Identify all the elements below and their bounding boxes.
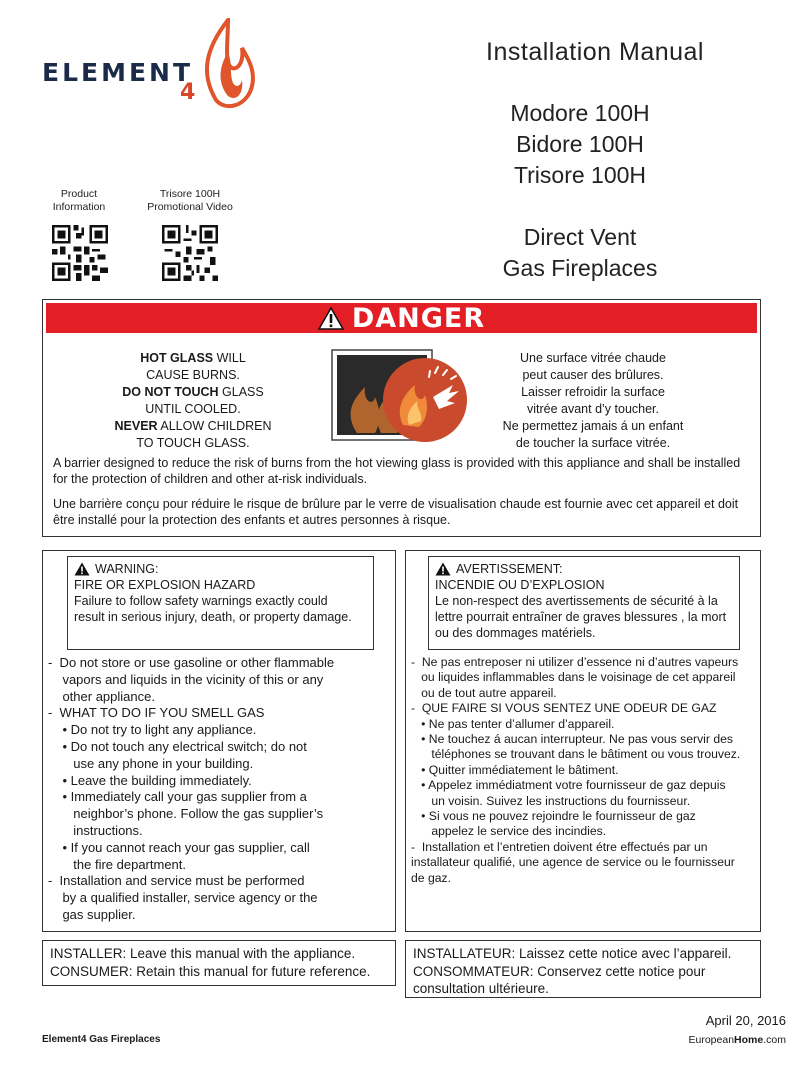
- danger-paragraph-en: A barrier designed to reduce the risk of burns from the hot viewing glass is provided with this appliance and shall be installed for the protection of children and other at-risk individuals.: [53, 456, 741, 486]
- list-item: • Do not try to light any appliance.: [48, 722, 257, 738]
- list-item: • Appelez immédiatment votre fournisseur de gaz depuis: [411, 778, 726, 793]
- danger-banner: [46, 303, 757, 333]
- model-name: Bidore 100H: [516, 131, 644, 157]
- qr-label-video: [140, 188, 240, 214]
- list-item: instructions.: [48, 822, 143, 838]
- list-item: - WHAT TO DO IF YOU SMELL GAS: [48, 705, 265, 721]
- danger-text: CAUSE BURNS.: [146, 368, 240, 382]
- list-item: • Immediately call your gas supplier from a: [48, 789, 307, 805]
- list-item: the fire department.: [48, 856, 187, 872]
- brand-logo-number: 4: [180, 80, 196, 105]
- danger-text: TO TOUCH GLASS.: [136, 436, 250, 450]
- list-item: un voisin. Suivez les instructions du fournisseur.: [411, 793, 691, 808]
- danger-heading: DANGER: [351, 302, 486, 334]
- model-name: Trisore 100H: [513, 162, 647, 188]
- list-item: - Installation and service must be performed: [48, 873, 305, 889]
- list-item: use any phone in your building.: [48, 755, 254, 771]
- hot-glass-pictogram-icon: [331, 345, 471, 443]
- danger-text-fr: peut causer des brûlures.: [522, 368, 664, 382]
- qr-label-product: [38, 188, 120, 214]
- brand-logo-text: ELEMENT: [42, 58, 194, 87]
- list-item: ou de tout autre appareil.: [411, 685, 557, 700]
- notice-line: INSTALLER: Leave this manual with the appliance.: [50, 946, 356, 961]
- publication-date: April 20, 2016: [705, 1013, 786, 1028]
- warning-text: INCENDIE OU D’EXPLOSION: [435, 578, 605, 592]
- subtitle-line: Direct Vent: [523, 224, 637, 250]
- list-item: • Ne pas tenter d’allumer d’appareil.: [411, 716, 615, 731]
- installer-notice-fr: [405, 940, 761, 998]
- danger-text: GLASS: [218, 385, 264, 399]
- warning-triangle-icon: [435, 562, 451, 576]
- list-item: - QUE FAIRE SI VOUS SENTEZ UNE ODEUR DE GAZ: [411, 701, 717, 716]
- danger-text-fr: de toucher la surface vitrée.: [515, 436, 671, 450]
- notice-line: CONSOMMATEUR: Conservez cette notice pour: [413, 963, 706, 979]
- qr-label-line: Information: [52, 201, 106, 213]
- danger-emphasis: NEVER: [114, 419, 158, 433]
- notice-line: CONSUMER: Retain this manual for future reference.: [50, 963, 371, 979]
- danger-right-lines: [483, 350, 703, 452]
- list-item: téléphones se trouvant dans le bâtiment ou vous trouvez.: [411, 747, 741, 762]
- danger-emphasis: DO NOT TOUCH: [122, 385, 219, 399]
- qr-label-line: Product: [60, 188, 98, 200]
- danger-left-lines: [83, 350, 303, 452]
- list-item: other appliance.: [48, 688, 155, 704]
- list-item: ou liquides inflammables dans le voisinage de cet appareil: [411, 670, 736, 685]
- list-item: - Do not store or use gasoline or other flammable: [48, 655, 335, 670]
- list-item: • Quitter immédiatement le bâtiment.: [411, 762, 619, 777]
- list-item: by a qualified installer, service agency or the: [48, 890, 318, 906]
- company-name: Element4 Gas Fireplaces: [42, 1034, 161, 1045]
- warning-text: result in serious injury, death, or property damage.: [74, 610, 352, 624]
- manual-title: Installation Manual: [486, 38, 704, 66]
- danger-text: ALLOW CHILDREN: [157, 419, 272, 433]
- warning-box-fr: [428, 556, 740, 650]
- subtitle-line: Gas Fireplaces: [502, 255, 658, 281]
- danger-text-fr: Laisser refroidir la surface: [521, 385, 665, 399]
- warning-heading: WARNING:: [95, 562, 159, 576]
- danger-text: UNTIL COOLED.: [145, 402, 241, 416]
- danger-text-fr: Une surface vitrée chaude: [520, 351, 666, 365]
- qr-code-product-icon[interactable]: [52, 225, 108, 281]
- danger-text-fr: vitrée avant d’y toucher.: [526, 402, 660, 416]
- list-item: de gaz.: [411, 870, 451, 885]
- website-link[interactable]: [689, 1034, 787, 1046]
- qr-label-line: Promotional Video: [147, 201, 233, 213]
- list-item: • Ne touchez á aucan interrupteur. Ne pas vous servir des: [411, 732, 733, 747]
- danger-notice: [42, 299, 761, 537]
- danger-emphasis: HOT GLASS: [140, 351, 214, 365]
- list-item: appelez le service des incindies.: [411, 824, 607, 839]
- list-item: • Do not touch any electrical switch; do not: [48, 738, 307, 754]
- list-item: • Si vous ne pouvez rejoindre le fournisseur de gaz: [411, 809, 696, 824]
- danger-text-fr: Ne permettez jamais á un enfant: [502, 419, 684, 433]
- list-item: - Installation et l’entretien doivent étre effectués par un: [411, 839, 708, 854]
- notice-line: INSTALLATEUR: Laissez cette notice avec l’appareil.: [413, 946, 732, 961]
- warning-heading: AVERTISSEMENT:: [456, 562, 563, 576]
- website-part: European: [688, 1034, 735, 1046]
- list-item: neighbor’s phone. Follow the gas supplier’s: [48, 806, 324, 822]
- warning-text: Le non-respect des avertissements de sécurité à la: [435, 594, 718, 608]
- flame-logo-icon: [198, 18, 256, 110]
- website-part: Home: [734, 1034, 764, 1046]
- installer-notice-en: [42, 940, 396, 986]
- model-name: Modore 100H: [510, 100, 650, 126]
- list-item: - Ne pas entreposer ni utilizer d’essence ni d’autres vapeurs: [411, 655, 739, 669]
- warning-triangle-icon: [318, 307, 344, 330]
- safety-list-fr: [411, 655, 757, 886]
- list-item: vapors and liquids in the vicinity of this or any: [48, 671, 324, 687]
- qr-label-line: Trisore 100H: [159, 188, 221, 200]
- warning-text: lettre pourrait entraîner de graves blessures , la mort: [435, 610, 727, 624]
- safety-list-en: [48, 655, 393, 924]
- list-item: • If you cannot reach your gas supplier, call: [48, 839, 310, 855]
- warning-text: ou des dommages matériels.: [435, 626, 596, 640]
- list-item: installateur qualifié, une agence de service ou le fournisseur: [411, 855, 735, 870]
- warning-box-en: [67, 556, 374, 650]
- notice-line: consultation ultérieure.: [413, 981, 549, 996]
- warning-text: FIRE OR EXPLOSION HAZARD: [74, 578, 256, 592]
- list-item: • Leave the building immediately.: [48, 772, 252, 788]
- model-list: [470, 98, 690, 191]
- warning-triangle-icon: [74, 562, 90, 576]
- website-part: .com: [763, 1034, 786, 1046]
- list-item: gas supplier.: [48, 906, 136, 922]
- danger-text: WILL: [213, 351, 246, 365]
- warning-text: Failure to follow safety warnings exactly could: [74, 594, 328, 608]
- qr-code-video-icon[interactable]: [162, 225, 218, 281]
- danger-paragraph-fr: Une barrière conçu pour réduire le risque de brûlure par le verre de visualisation chaude est fournie avec cet appareil et doit être installé pour la protection des enfants et autres personnes à risque.: [53, 497, 739, 527]
- product-subtitle: [470, 222, 690, 284]
